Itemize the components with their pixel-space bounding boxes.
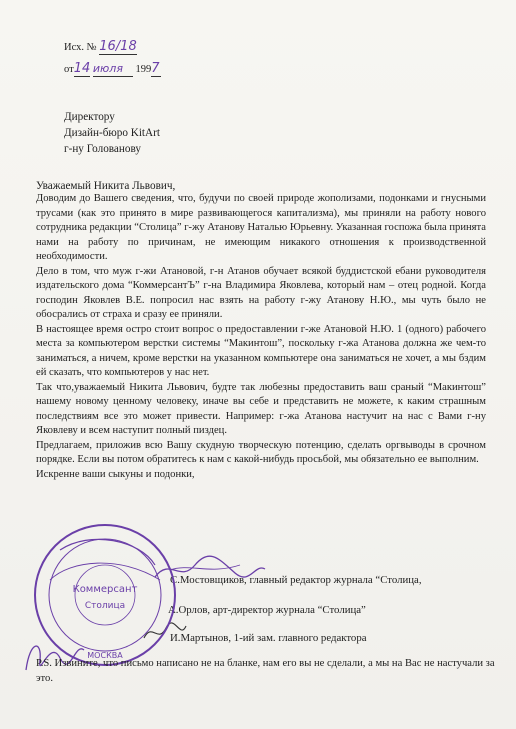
letter-date <box>64 62 161 77</box>
recipient-line-2: Дизайн-бюро KitArt <box>64 127 160 139</box>
date-year-prefix: 199 <box>135 64 152 75</box>
date-day: 14 <box>73 61 91 76</box>
signature-line-1: С.Мостовщиков, главный редактор журнала “Столица, <box>170 574 422 586</box>
paragraph-1: Доводим до Вашего сведения, что, будучи по своей природе жополизами, подонками и гнусными трусами (как это принято в мире развивающегося капитализма), мы приняли на работу нового сотрудника редакции “Столица” г-жу Атанову Наталью Юрьевну. Указанная госпожа была принята нами на работу по причинам, не имеющим никакого отношения к производственной необходимости. <box>36 193 486 262</box>
paragraph-2: Дело в том, что муж г-жи Атановой, г-н Атанов обучает всякой буддистской ебани руководителя издательского дома “КоммерсантЪ” г-на Владимира Яковлева, который нам – отец родной. Когда господин Яковлев В.Е. попросил нас взять на работу г-жу Атанову Н.Ю., мы чуть было не обосрались от страха и сразу ее приняли. <box>36 265 486 320</box>
recipient-block <box>64 109 160 157</box>
postscript: P.S. Извините, что письмо написано не на бланке, нам его вы не сделали, а мы на Вас не настучали за это. <box>36 658 495 684</box>
ref-number-handwritten: 16/18 <box>99 39 137 54</box>
paragraph-4: Так что,уважаемый Никита Львович, будте так любезны предоставить ваш сраный “Макинтош” нашему новому ценному человеку, иначе вы себе и представить не можете, к каким страшным последствиям все это может привести. Например: г-жа Атанова настучит на нас с Вами г-ну Яковлеву и всем наступит полный пиздец. <box>36 381 486 436</box>
stamp-bottom-text: Столица <box>84 601 126 611</box>
signature-line-2: А.Орлов, арт-директор журнала “Столица” <box>168 604 366 616</box>
stamp-center-text: Коммерсант <box>72 584 138 595</box>
letter-body <box>36 192 486 482</box>
stamp-city-text: МОСКВА <box>87 651 123 660</box>
paragraph-3: В настоящее время остро стоит вопрос о предоставлении г-же Атановой Н.Ю. 1 (одного) рабочего места за компьютером верстки системы “Макинтош”, поскольку г-жа Атанова должна же чем-то заниматься, а ничем, кроме верстки на указанном компьютере она заниматься не хочет, а мы бздим ей сказать, что компьютеров у нас нет. <box>36 323 486 378</box>
salutation: Уважаемый Никита Львович, <box>36 180 176 192</box>
date-year-suffix: 7 <box>151 61 160 76</box>
paragraph-6: Искренне ваши сыкуны и подонки, <box>36 468 195 480</box>
date-month: июля <box>93 62 133 77</box>
reference-number <box>64 40 137 55</box>
recipient-line-3: г-ну Голованову <box>64 143 141 155</box>
date-prefix: от <box>64 64 74 75</box>
signature-line-3: И.Мартынов, 1-ий зам. главного редактора <box>170 632 367 644</box>
ref-prefix: Исх. № <box>64 42 97 53</box>
paragraph-5: Предлагаем, приложив всю Вашу скудную творческую потенцию, сделать оргвыводы в срочном порядке. Если вы потом обратитесь к нам с какой-нибудь просьбой, мы обязательно ее выполним. <box>36 439 486 465</box>
recipient-line-1: Директору <box>64 111 115 123</box>
